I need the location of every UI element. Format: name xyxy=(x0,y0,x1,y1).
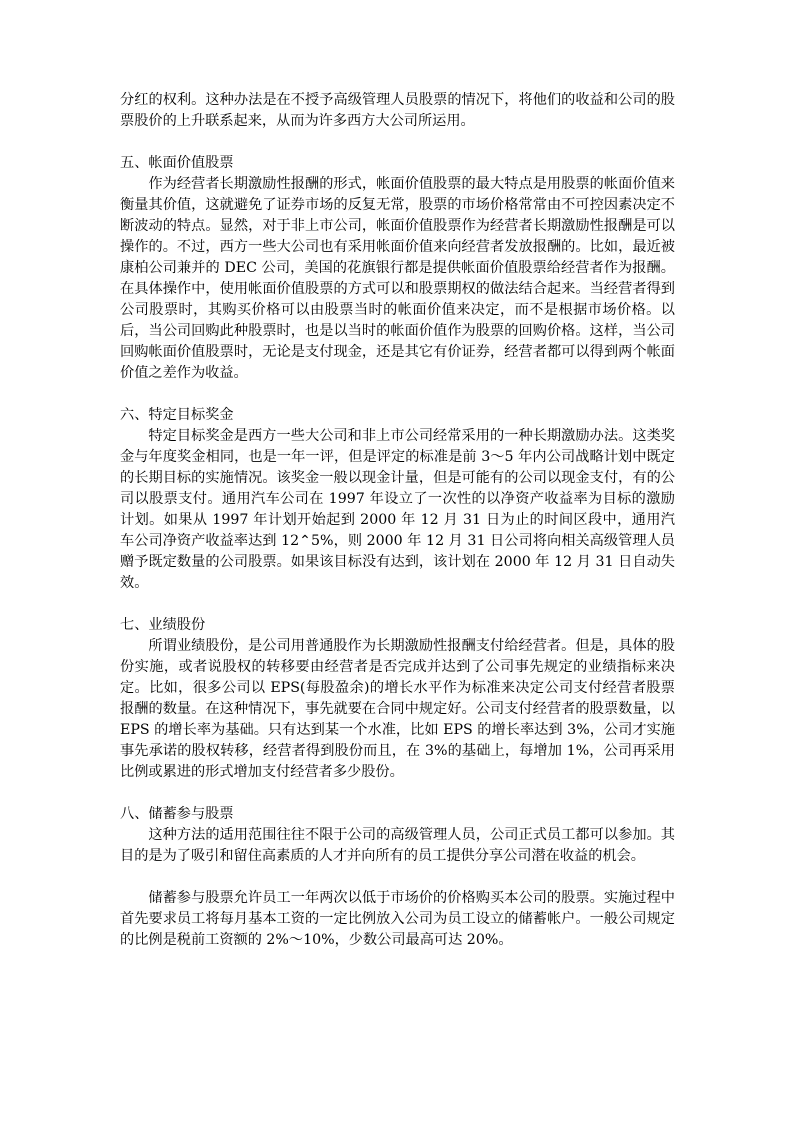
section-heading-book-value-stock: 五、帐面价值股票 xyxy=(120,155,234,171)
section-heading-performance-shares: 七、业绩股份 xyxy=(120,617,206,633)
section-paragraph: 特定目标奖金是西方一些大公司和非上市公司经常采用的一种长期激励办法。这类奖金与年度奖金相同，也是一年一评，但是评定的标准是前 3～5 年内公司战略计划中既定的长期目标的实施情况。该奖金一般以现金计量，但是可能有的公司以现金支付，有的公司以股票支付。通用汽车公司在 1997 年设立了一次性的以净资产收益率为目标的激励计划。如果从 1997 年计划开始起到 2000 年 12 月 31 日为止的时间区段中，通用汽车公司净资产收益率达到 12⌃5%，则 2000 年 12 月 31 日公司将向相关高级管理人员赠予既定数量的公司股票。如果该目标没有达到，该计划在 2000 年 12 月 31 日自动失效。 xyxy=(120,428,675,591)
section-paragraph: 这种方法的适用范围往往不限于公司的高级管理人员，公司正式员工都可以参加。其目的是为了吸引和留住高素质的人才并向所有的员工提供分享公司潜在收益的机会。 xyxy=(120,827,675,864)
section-heading-savings-stock: 八、储蓄参与股票 xyxy=(120,806,234,822)
section-paragraph: 所谓业绩股份，是公司用普通股作为长期激励性报酬支付给经营者。但是，具体的股份实施，或者说股权的转移要由经营者是否完成并达到了公司事先规定的业绩指标来决定。比如，很多公司以 EPS(每股盈余)的增长水平作为标准来决定公司支付经营者股票报酬的数量。在这种情况下，事先就要在合同中规定好。公司支付经营者的股票数量，以 EPS 的增长率为基础。只有达到某一个水准，比如 EPS 的增长率达到 3%，公司才实施事先承诺的股权转移，经营者得到股份而且，在 3%的基础上，每增加 1%，公司再采用比例或累进的形式增加支付经营者多少股份。 xyxy=(120,638,675,780)
section-paragraph: 储蓄参与股票允许员工一年两次以低于市场价的价格购买本公司的股票。实施过程中首先要求员工将每月基本工资的一定比例放入公司为员工设立的储蓄帐户。一般公司规定的比例是税前工资额的 2%～10%，少数公司最高可达 20%。 xyxy=(120,890,675,948)
paragraph-spacer xyxy=(120,867,675,888)
intro-paragraph: 分红的权利。这种办法是在不授予高级管理人员股票的情况下，将他们的收益和公司的股票股价的上升联系起来，从而为许多西方大公司所运用。 xyxy=(120,92,675,129)
section-paragraph: 作为经营者长期激励性报酬的形式，帐面价值股票的最大特点是用股票的帐面价值来衡量其价值，这就避免了证券市场的反复无常，股票的市场价格常常由不可控因素决定不断波动的特点。显然，对于非上市公司，帐面价值股票作为经营者长期激励性报酬是可以操作的。不过，西方一些大公司也有采用帐面价值来向经营者发放报酬的。比如，最近被康柏公司兼并的 DEC 公司，美国的花旗银行都是提供帐面价值股票给经营者作为报酬。在具体操作中，使用帐面价值股票的方式可以和股票期权的做法结合起来。当经营者得到公司股票时，其购买价格可以由股票当时的帐面价值来决定，而不是根据市场价格。以后，当公司回购此种股票时，也是以当时的帐面价值作为股票的回购价格。这样，当公司回购帐面价值股票时，无论是支付现金，还是其它有价证券，经营者都可以得到两个帐面价值之差作为收益。 xyxy=(120,176,675,381)
document-body xyxy=(120,90,675,951)
section-heading-target-bonus: 六、特定目标奖金 xyxy=(120,407,234,423)
